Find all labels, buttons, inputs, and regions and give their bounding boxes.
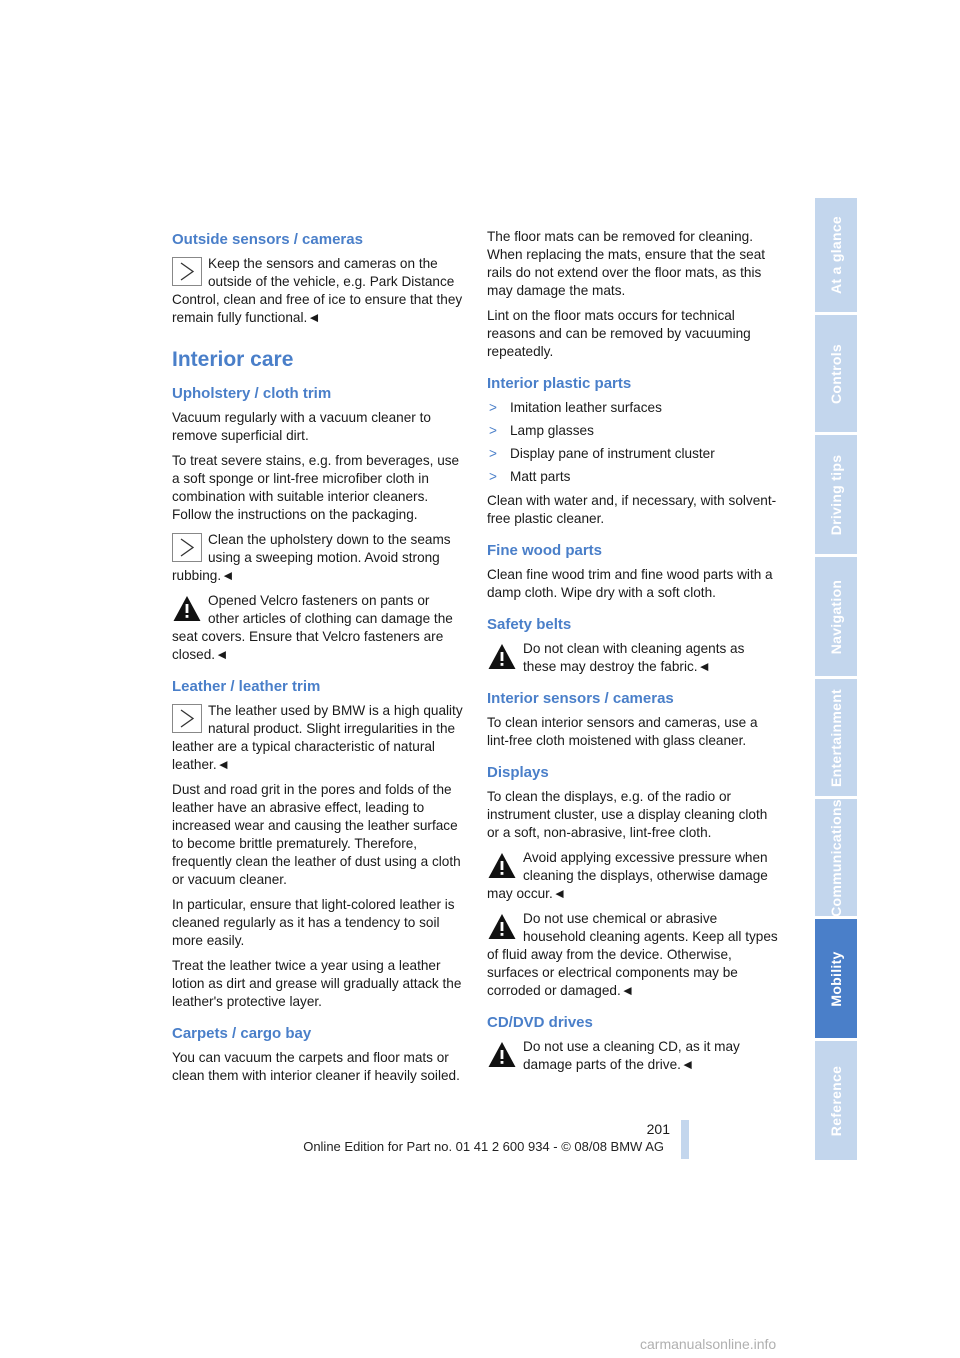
footer-edition: Online Edition for Part no. 01 41 2 600 934 - © 08/08 BMW AG xyxy=(303,1139,664,1154)
paragraph: Vacuum regularly with a vacuum cleaner to remove superficial dirt. xyxy=(172,410,431,443)
tab-communications[interactable]: Communications xyxy=(815,799,857,916)
warning-text: Avoid applying excessive pressure when cleaning the displays, otherwise damage may occur.◄ xyxy=(487,850,768,901)
note-text: Clean the upholstery down to the seams using a sweeping motion. Avoid strong rubbing.◄ xyxy=(172,532,451,583)
page-number: 201 xyxy=(646,1121,670,1137)
bullet-marker: > xyxy=(489,423,497,438)
paragraph: To clean the displays, e.g. of the radio or instrument cluster, use a display cleaning cloth or a soft, non-abrasive, lint-free cloth. xyxy=(487,789,768,840)
section-heading-carpets: Carpets / cargo bay xyxy=(172,1025,312,1042)
tab-reference[interactable]: Reference xyxy=(815,1041,857,1160)
tab-at-a-glance[interactable]: At a glance xyxy=(815,198,857,312)
tab-navigation[interactable]: Navigation xyxy=(815,557,857,676)
page-section-title: Interior care xyxy=(172,348,294,371)
warning-icon xyxy=(487,851,517,880)
warning-text: Do not use a cleaning CD, as it may damage parts of the drive.◄ xyxy=(523,1039,740,1072)
watermark: carmanualsonline.info xyxy=(640,1336,777,1352)
warning-icon xyxy=(487,1040,517,1069)
list-item: > Lamp glasses xyxy=(489,423,594,438)
note-upholstery xyxy=(172,531,464,585)
bullet-marker: > xyxy=(489,400,497,415)
list-item: > Matt parts xyxy=(489,469,571,484)
warning-text: Opened Velcro fasteners on pants or other articles of clothing can damage the seat covers. Ensure that Velcro fasteners are closed.◄ xyxy=(172,593,453,662)
section-heading-belts: Safety belts xyxy=(487,616,572,633)
page-number-bar xyxy=(681,1120,689,1159)
list-item: > Display pane of instrument cluster xyxy=(489,446,715,461)
note-icon xyxy=(172,257,202,286)
paragraph: To treat severe stains, e.g. from beverages, use a soft sponge or lint-free microfiber cloth in combination with suitable interior cleaners. Follow the instructions on the packaging. xyxy=(172,453,460,522)
plastic-parts-list xyxy=(487,399,779,486)
warning-cd xyxy=(487,1038,779,1074)
warning-icon xyxy=(487,642,517,671)
note-icon xyxy=(172,704,202,733)
tab-mobility[interactable]: Mobility xyxy=(815,919,857,1038)
warning-icon xyxy=(487,912,517,941)
paragraph: You can vacuum the carpets and floor mats or clean them with interior cleaner if heavily soiled. xyxy=(172,1050,460,1083)
warning-velcro xyxy=(172,592,464,664)
tab-entertainment[interactable]: Entertainment xyxy=(815,679,857,796)
paragraph: Clean with water and, if necessary, with solvent-free plastic cleaner. xyxy=(487,493,777,526)
left-column xyxy=(172,228,464,1092)
chapter-tabs xyxy=(815,198,857,1160)
tab-driving-tips[interactable]: Driving tips xyxy=(815,435,857,554)
warning-displays-chemical xyxy=(487,910,779,1000)
tab-controls[interactable]: Controls xyxy=(815,315,857,432)
paragraph: In particular, ensure that light-colored leather is cleaned regularly as it has a tendency to soil more easily. xyxy=(172,897,455,948)
paragraph: Lint on the floor mats occurs for technical reasons and can be removed by vacuuming repeatedly. xyxy=(487,308,751,359)
section-heading-sensors: Interior sensors / cameras xyxy=(487,690,674,707)
warning-text: Do not use chemical or abrasive household cleaning agents. Keep all types of fluid away from the device. Otherwise, surfaces or electrical components may be corroded or damaged.◄ xyxy=(487,911,778,998)
section-heading-cd: CD/DVD drives xyxy=(487,1014,593,1031)
note-text: The leather used by BMW is a high quality natural product. Slight irregularities in the leather are a typical characteristic of natural leather.◄ xyxy=(172,703,463,772)
warning-icon xyxy=(172,594,202,623)
section-heading-wood: Fine wood parts xyxy=(487,542,603,559)
warning-text: Do not clean with cleaning agents as these may destroy the fabric.◄ xyxy=(523,641,745,674)
warning-displays-pressure xyxy=(487,849,779,903)
paragraph: The floor mats can be removed for cleaning. When replacing the mats, ensure that the seat rails do not extend over the floor mats, as this may damage the mats. xyxy=(487,229,766,298)
section-heading-leather: Leather / leather trim xyxy=(172,678,321,695)
note-icon xyxy=(172,533,202,562)
paragraph: Treat the leather twice a year using a leather lotion as dirt and grease will gradually attack the leather's protective layer. xyxy=(172,958,462,1009)
section-heading-upholstery: Upholstery / cloth trim xyxy=(172,385,332,402)
list-item: > Imitation leather surfaces xyxy=(489,400,662,415)
paragraph: To clean interior sensors and cameras, use a lint-free cloth moistened with glass cleaner. xyxy=(487,715,758,748)
note-outside-sensors xyxy=(172,255,464,327)
warning-belts xyxy=(487,640,779,676)
bullet-marker: > xyxy=(489,469,497,484)
paragraph: Dust and road grit in the pores and folds of the leather have an abrasive effect, leading to increased wear and causing the leather surface to become brittle prematurely. Therefore, frequently clean the leather of dust using a cloth or vacuum cleaner. xyxy=(172,782,461,887)
bullet-marker: > xyxy=(489,446,497,461)
note-leather xyxy=(172,702,464,774)
section-heading-outside-sensors: Outside sensors / cameras xyxy=(172,231,363,248)
section-heading-displays: Displays xyxy=(487,764,549,781)
note-text: Keep the sensors and cameras on the outside of the vehicle, e.g. Park Distance Control, clean and free of ice to ensure that they remain fully functional.◄ xyxy=(172,256,463,325)
paragraph: Clean fine wood trim and fine wood parts with a damp cloth. Wipe dry with a soft cloth. xyxy=(487,567,773,600)
section-heading-plastic: Interior plastic parts xyxy=(487,375,632,392)
right-column xyxy=(487,228,779,1081)
